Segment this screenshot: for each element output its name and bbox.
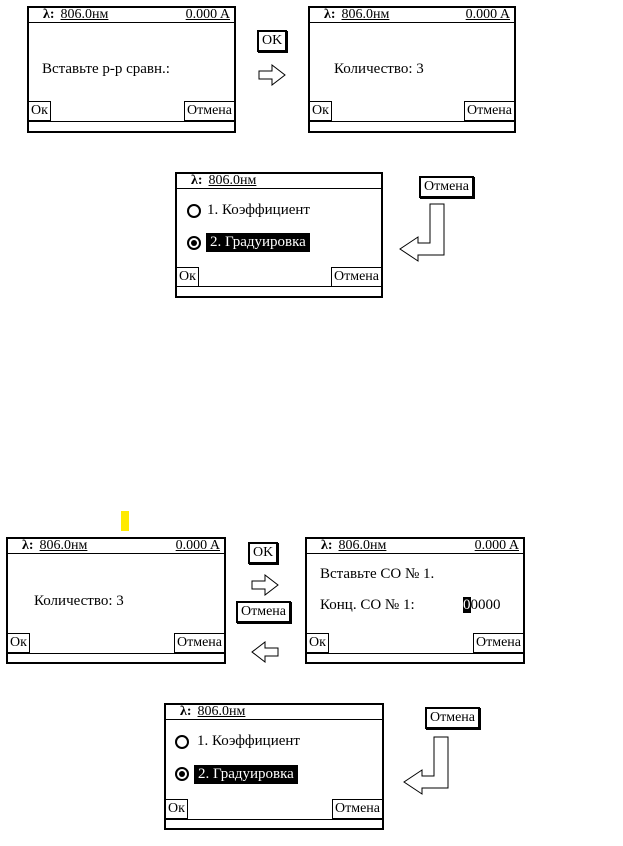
ok-key[interactable]: OK xyxy=(257,30,287,52)
insert-reference-message: Вставьте р-р сравн.: xyxy=(42,61,170,77)
current-value: 0.000 A xyxy=(185,7,230,22)
wavelength-value: 806.0нм xyxy=(39,538,88,553)
ok-key[interactable]: OK xyxy=(248,542,278,564)
lambda-symbol: λ: xyxy=(43,7,55,22)
current-value: 0.000 A xyxy=(474,538,519,553)
ok-button[interactable]: Ок xyxy=(8,633,30,653)
cancel-button[interactable]: Отмена xyxy=(331,267,381,287)
cancel-button[interactable]: Отмена xyxy=(174,633,224,653)
return-arrow-icon xyxy=(402,736,454,796)
status-header xyxy=(166,705,382,720)
cancel-button[interactable]: Отмена xyxy=(464,101,514,121)
screen-insert-reference xyxy=(27,6,236,133)
screen-mode-menu-2 xyxy=(164,703,384,830)
quantity-message: Количество: 3 xyxy=(334,61,424,77)
cancel-key[interactable]: Отмена xyxy=(425,707,480,729)
radio-calibration-icon[interactable] xyxy=(187,236,201,250)
status-header xyxy=(177,174,381,189)
status-header xyxy=(307,539,523,554)
quantity-message: Количество: 3 xyxy=(34,593,124,609)
concentration-digits: 0000 xyxy=(470,597,501,613)
option-coefficient[interactable]: 1. Коэффициент xyxy=(197,733,300,749)
arrow-right-icon xyxy=(258,64,286,86)
wavelength-value: 806.0нм xyxy=(60,7,109,22)
ok-button[interactable]: Ок xyxy=(177,267,199,287)
arrow-right-icon xyxy=(251,574,279,596)
cancel-button[interactable]: Отмена xyxy=(473,633,523,653)
status-header xyxy=(8,539,224,554)
lambda-symbol: λ: xyxy=(22,538,34,553)
current-value: 0.000 A xyxy=(175,538,220,553)
insert-standard-message: Вставьте СО № 1. xyxy=(320,566,435,582)
concentration-label: Конц. СО № 1: xyxy=(320,597,415,613)
return-arrow-icon xyxy=(398,203,450,263)
screen-mode-menu xyxy=(175,172,383,298)
radio-coefficient-icon[interactable] xyxy=(175,735,189,749)
ok-button[interactable]: Ок xyxy=(29,101,51,121)
radio-coefficient-icon[interactable] xyxy=(187,204,201,218)
radio-calibration-icon[interactable] xyxy=(175,767,189,781)
lambda-symbol: λ: xyxy=(191,173,203,188)
cancel-button[interactable]: Отмена xyxy=(332,799,382,819)
lambda-symbol: λ: xyxy=(324,7,336,22)
wavelength-value: 806.0нм xyxy=(208,173,257,188)
status-header xyxy=(310,8,514,23)
screen-quantity-2 xyxy=(6,537,226,664)
screen-quantity xyxy=(308,6,516,133)
concentration-input[interactable] xyxy=(463,597,501,614)
highlight-marker xyxy=(121,511,129,531)
screen-insert-standard xyxy=(305,537,525,664)
ok-button[interactable]: Ок xyxy=(166,799,188,819)
lambda-symbol: λ: xyxy=(321,538,333,553)
wavelength-value: 806.0нм xyxy=(341,7,390,22)
lambda-symbol: λ: xyxy=(180,704,192,719)
wavelength-value: 806.0нм xyxy=(197,704,246,719)
current-value: 0.000 A xyxy=(465,7,510,22)
cancel-key[interactable]: Отмена xyxy=(236,601,291,623)
option-coefficient[interactable]: 1. Коэффициент xyxy=(207,202,310,218)
wavelength-value: 806.0нм xyxy=(338,538,387,553)
ok-button[interactable]: Ок xyxy=(310,101,332,121)
cancel-key[interactable]: Отмена xyxy=(419,176,474,198)
option-calibration[interactable]: 2. Градуировка xyxy=(206,233,310,252)
status-header xyxy=(29,8,234,23)
cancel-button[interactable]: Отмена xyxy=(184,101,234,121)
input-cursor: 0 xyxy=(463,597,471,613)
option-calibration[interactable]: 2. Градуировка xyxy=(194,765,298,784)
ok-button[interactable]: Ок xyxy=(307,633,329,653)
arrow-left-icon xyxy=(251,641,279,663)
